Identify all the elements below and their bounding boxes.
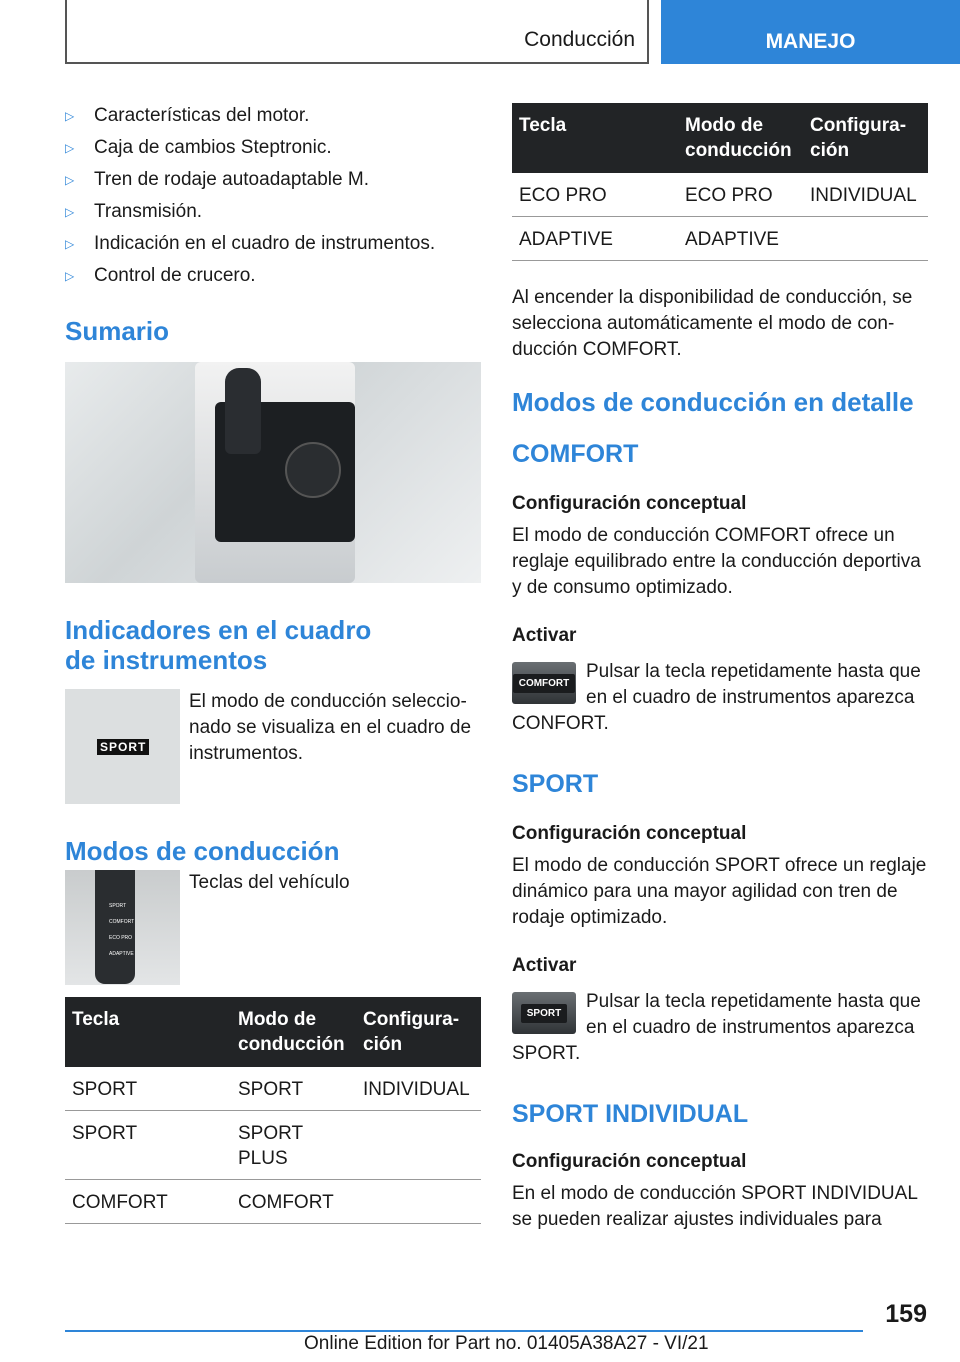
table-row: ADAPTIVE ADAPTIVE (512, 217, 928, 261)
table-row: SPORT SPORT PLUS (65, 1111, 481, 1180)
idrive-controller-icon (285, 442, 341, 498)
modes-table-right (512, 103, 928, 261)
right-column (512, 103, 928, 1233)
comfort-activate-block (512, 659, 928, 737)
modos-heading: Modos de conducción (65, 836, 340, 866)
modos-text: Teclas del vehículo (189, 872, 350, 893)
comfort-activate-heading: Activar (512, 625, 577, 646)
left-column (65, 100, 481, 1224)
table-header: Configuración (803, 103, 928, 173)
table-header: Modo de conducción (231, 997, 356, 1067)
sport-individual-heading: SPORT INDIVIDUAL (512, 1100, 749, 1128)
comfort-concept-heading: Configuración conceptual (512, 493, 747, 514)
comfort-key-icon: COMFORT (512, 662, 576, 704)
indicadores-block (65, 689, 481, 804)
comfort-activate-text: Pulsar la tecla repetidamente hasta que en el cuadro de instrumentos aparezca CONFORT. (512, 661, 921, 734)
sport-individual-concept-heading: Configuración conceptual (512, 1151, 747, 1172)
key-label-list: SPORT COMFORT ECO PRO ADAPTIVE (109, 903, 135, 957)
instrument-cluster-thumbnail (65, 689, 180, 804)
triangle-bullet-icon: ▷ (65, 109, 75, 123)
triangle-bullet-icon: ▷ (65, 269, 75, 283)
table-header: Tecla (65, 997, 231, 1067)
triangle-bullet-icon: ▷ (65, 205, 75, 219)
sport-activate-heading: Activar (512, 955, 577, 976)
table-row: COMFORT COMFORT (65, 1180, 481, 1224)
header-section-title: Conducción (524, 28, 635, 51)
table-header: Modo de conducción (678, 103, 803, 173)
list-item: ▷ Indicación en el cuadro de instrumentos. (65, 228, 481, 260)
modos-block (65, 870, 481, 985)
sport-badge: SPORT (97, 739, 149, 755)
sport-individual-concept-text: En el modo de conducción SPORT INDIVIDUAL se pueden realizar ajustes individuales para (512, 1183, 918, 1230)
sport-activate-block (512, 989, 928, 1067)
intro-text: Al encender la disponibilidad de conducción, se selecciona automáticamente el modo de conducción COMFORT. (512, 287, 913, 360)
table-header: Tecla (512, 103, 678, 173)
footer-divider (65, 1330, 863, 1332)
table-row: SPORT SPORT INDIVIDUAL (65, 1067, 481, 1111)
feature-list (65, 100, 481, 292)
header-chapter-tab[interactable] (661, 0, 960, 64)
sport-key-icon: SPORT (512, 992, 576, 1034)
table-row: ECO PRO ECO PRO INDIVIDUAL (512, 173, 928, 217)
comfort-concept-text: El modo de conducción COMFORT ofrece un reglaje equilibrado entre la conducción deportiva y de consumo optimizado. (512, 525, 921, 598)
list-item: ▷ Características del motor. (65, 100, 481, 132)
comfort-heading: COMFORT (512, 440, 639, 468)
modes-table-left (65, 997, 481, 1224)
sumario-heading: Sumario (65, 316, 170, 346)
center-console-image (65, 362, 481, 583)
triangle-bullet-icon: ▷ (65, 141, 75, 155)
indicadores-heading: Indicadores en el cuadro de instrumentos (65, 615, 372, 675)
sport-heading: SPORT (512, 770, 599, 798)
list-item: ▷ Transmisión. (65, 196, 481, 228)
list-item: ▷ Caja de cambios Steptronic. (65, 132, 481, 164)
sport-activate-text: Pulsar la tecla repetidamente hasta que en el cuadro de instrumentos aparezca SPORT. (512, 991, 921, 1064)
indicadores-text: El modo de conducción seleccionado se visualiza en el cuadro de instrumentos. (189, 691, 472, 764)
triangle-bullet-icon: ▷ (65, 173, 75, 187)
gear-selector-icon (225, 368, 261, 454)
triangle-bullet-icon: ▷ (65, 237, 75, 251)
page-number: 159 (885, 1300, 927, 1328)
footer-edition: Online Edition for Part no. 01405A38A27 - VI/21 (304, 1333, 709, 1354)
sport-concept-heading: Configuración conceptual (512, 823, 747, 844)
list-item: ▷ Control de crucero. (65, 260, 481, 292)
sport-concept-text: El modo de conducción SPORT ofrece un reglaje dinámico para una mayor agilidad con tren de rodaje optimizado. (512, 855, 927, 928)
list-item: ▷ Tren de rodaje autoadaptable M. (65, 164, 481, 196)
header-chapter-label: MANEJO (765, 30, 856, 53)
detail-heading: Modos de conducción en detalle (512, 387, 914, 417)
table-header: Configuración (356, 997, 481, 1067)
vehicle-keys-thumbnail (65, 870, 180, 985)
